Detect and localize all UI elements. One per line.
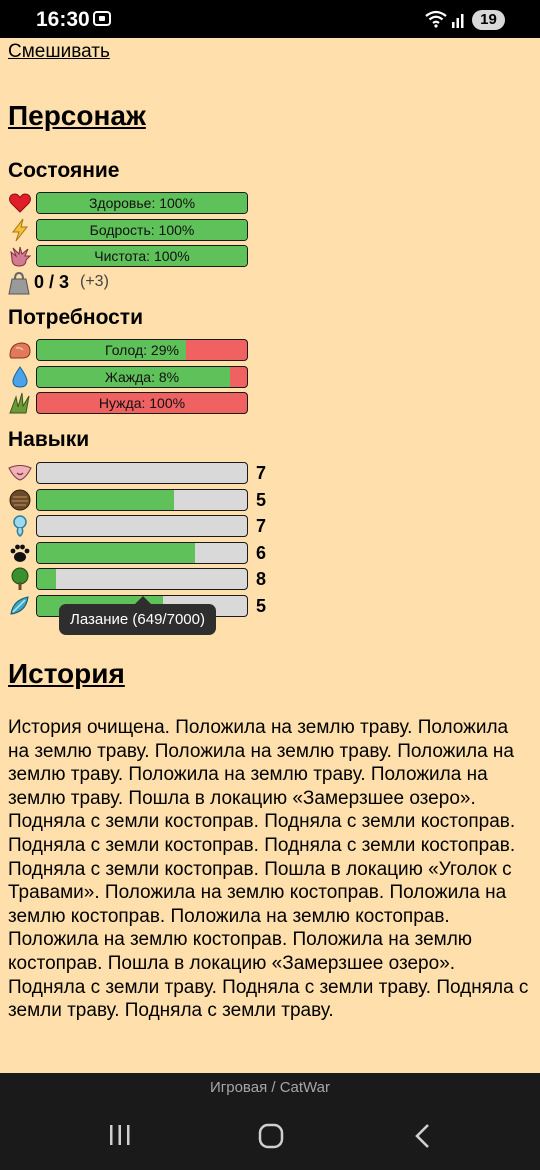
hunger-bar: [36, 339, 248, 361]
thirst-bar: [36, 366, 248, 388]
skill-fill-hunting: [37, 543, 195, 563]
skill-bar-hunting: [36, 542, 248, 564]
history-heading: История: [8, 658, 125, 689]
thirst-row: [8, 365, 278, 389]
skill-row-tree[interactable]: [8, 567, 278, 591]
paw-icon: [8, 541, 32, 565]
skill-value-hunting: 6: [256, 543, 267, 563]
skill-bar-swimming: [36, 515, 248, 537]
lightning-icon: [8, 218, 32, 242]
skill-row-hunting[interactable]: [8, 541, 278, 565]
heart-icon: [8, 191, 32, 215]
cleanliness-row: [8, 244, 278, 268]
back-button[interactable]: [411, 1123, 435, 1149]
character-heading: Персонаж: [8, 100, 146, 131]
skill-tooltip: Лазание (649/7000): [59, 604, 216, 635]
energy-bar: [36, 219, 248, 241]
health-row: [8, 191, 278, 215]
energy-label: Бодрость: 100%: [89, 222, 195, 238]
home-button[interactable]: [258, 1123, 284, 1149]
cleanliness-label: Чистота: 100%: [94, 248, 190, 264]
skill-value-swimming: 7: [256, 516, 267, 536]
climbing-icon: [8, 594, 32, 618]
battery-indicator: 19: [472, 10, 505, 30]
skills-heading: Навыки: [8, 428, 90, 451]
recent-apps-button[interactable]: [108, 1123, 132, 1147]
skill-value-tree: 8: [256, 569, 267, 589]
history-text: История очищена. Положила на землю траву. Положила на землю траву. Положила на землю траву. Положила на землю траву. Положила на землю траву. Положила на землю траву. Пошла в локацию «Замерзшее озеро». Подняла с земли костоправ. Подняла с земли костоправ. Подняла с земли костоправ. Подняла с земли костоправ. Подняла с земли костоправ. Пошла в локацию «Уголок с Травами». Положила на землю костоправ. Положила на землю костоправ. Положила на землю костоправ. Положила на землю костоправ. Положила на землю костоправ. Пошла в локацию «Замерзшее озеро». Подняла с земли траву. Подняла с земли траву. Подняла с земли траву. Подняла с земли траву.: [8, 717, 529, 1022]
wifi-icon: [425, 10, 447, 28]
grass-need-icon: [8, 391, 32, 415]
thirst-label: Жажда: 8%: [104, 369, 180, 385]
water-drop-icon: [8, 365, 32, 389]
hunger-label: Голод: 29%: [105, 342, 179, 358]
health-label: Здоровье: 100%: [88, 195, 196, 211]
skill-bar-digging: [36, 489, 248, 511]
need-label: Нужда: 100%: [98, 395, 186, 411]
signal-icon: [451, 10, 467, 28]
digging-icon: [8, 488, 32, 512]
skill-fill-digging: [37, 490, 174, 510]
status-bar: [0, 0, 540, 38]
need-bar: [36, 392, 248, 414]
bottom-bar: [0, 1073, 540, 1170]
cleanliness-icon: [8, 244, 32, 268]
cleanliness-bar: [36, 245, 248, 267]
state-heading: Состояние: [8, 159, 120, 182]
skill-row-smell[interactable]: [8, 461, 278, 485]
health-bar: [36, 192, 248, 214]
tree-icon: [8, 567, 32, 591]
skill-row-swimming[interactable]: [8, 514, 278, 538]
skill-bar-tree: [36, 568, 248, 590]
weight-value: 0 / 3: [34, 272, 70, 292]
carry-weight: [8, 271, 208, 295]
skill-bar-smell: [36, 462, 248, 484]
screen-record-icon: [93, 11, 111, 26]
skill-value-climbing: 5: [256, 596, 267, 616]
skill-fill-tree: [37, 569, 56, 589]
swimming-icon: [8, 514, 32, 538]
hunger-row: [8, 338, 278, 362]
skill-value-digging: 5: [256, 490, 267, 510]
site-title: Игровая / CatWar: [210, 1079, 330, 1096]
energy-row: [8, 218, 278, 242]
needs-heading: Потребности: [8, 306, 143, 329]
need-row: [8, 391, 278, 415]
weight-icon: [8, 271, 30, 295]
skill-row-digging[interactable]: [8, 488, 278, 512]
food-icon: [8, 338, 32, 362]
clock: 16:30: [36, 8, 90, 31]
mix-link[interactable]: Смешивать: [8, 41, 110, 62]
weight-extra: (+3): [80, 273, 109, 290]
skill-value-smell: 7: [256, 463, 267, 483]
nose-icon: [8, 461, 32, 485]
